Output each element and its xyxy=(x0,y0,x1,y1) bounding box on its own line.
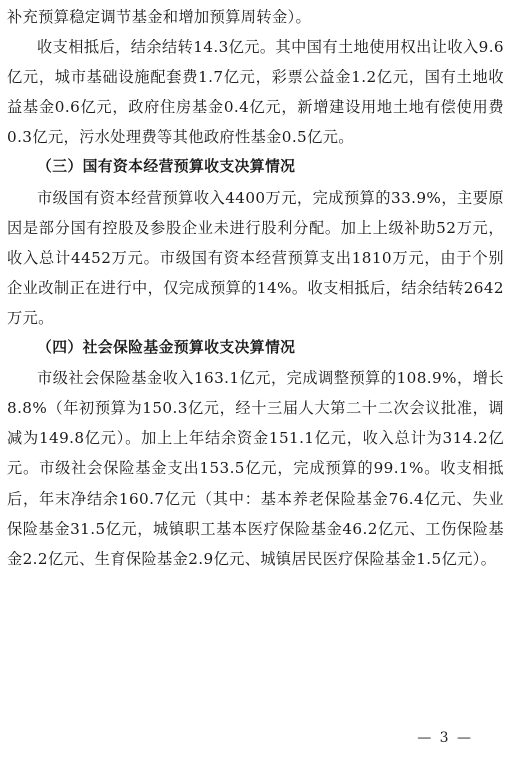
paragraph-continuation: 补充预算稳定调节基金和增加预算周转金）。 xyxy=(7,8,312,26)
section-heading-social-insurance: （四）社会保险基金预算收支决算情况 xyxy=(37,339,296,357)
paragraph-fund-balance: 收支相抵后，结余结转14.3亿元。其中国有土地使用权出让收入9.6亿元，城市基础设施配套费1.7亿元，彩票公益金1.2亿元，国有土地收益基金0.6亿元，政府住房基金0.4亿元，新增建设用地土地有偿使用费0.3亿元，污水处理费等其他政府性基金0.5亿元。 xyxy=(7,38,504,147)
page-number: — 3 — xyxy=(417,730,473,746)
document-body xyxy=(7,2,504,574)
section-heading-state-capital: （三）国有资本经营预算收支决算情况 xyxy=(37,158,296,176)
paragraph-social-insurance: 市级社会保险基金收入163.1亿元，完成调整预算的108.9%，增长8.8%（年初预算为150.3亿元，经十三届人大第二十二次会议批准，调减为149.8亿元）。加上上年结余资金151.1亿元，收入总计为314.2亿元。市级社会保险基金支出153.5亿元，完成预算的99.1%。收支相抵后，年末净结余160.7亿元（其中：基本养老保险基金76.4亿元、失业保险基金31.5亿元，城镇职工基本医疗保险基金46.2亿元、工伤保险基金2.2亿元、生育保险基金2.9亿元、城镇居民医疗保险基金1.5亿元）。 xyxy=(7,369,504,568)
paragraph-state-capital: 市级国有资本经营预算收入4400万元，完成预算的33.9%，主要原因是部分国有控股及参股企业未进行股利分配。加上上级补助52万元，收入总计4452万元。市级国有资本经营预算支出1810万元，由于个别企业改制正在进行中，仅完成预算的14%。收支相抵后，结余结转2642万元。 xyxy=(7,188,504,327)
